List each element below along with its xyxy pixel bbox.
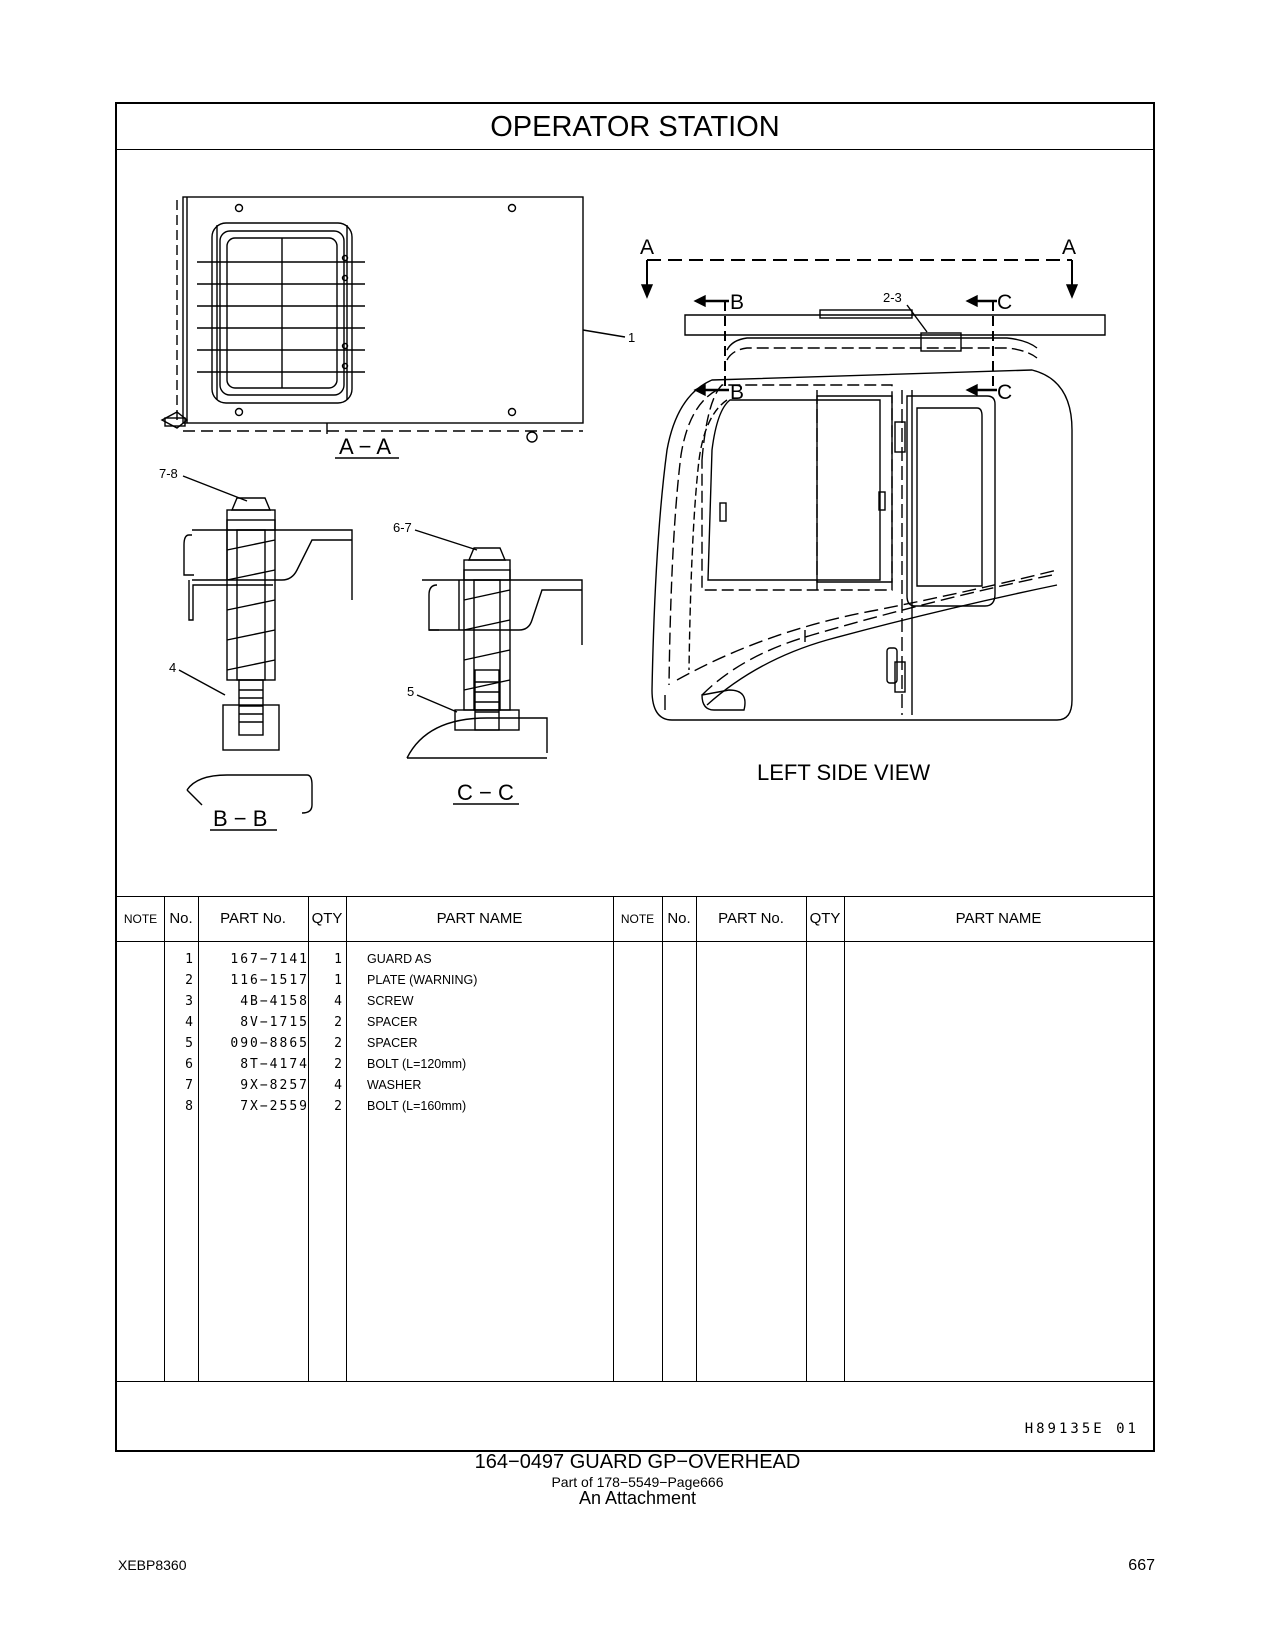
table-row <box>117 991 613 1012</box>
row-part-name: PLATE (WARNING) <box>367 973 478 987</box>
row-qty: 4 <box>334 1078 342 1093</box>
header-no-right: No. <box>667 910 691 927</box>
row-part-name: WASHER <box>367 1078 422 1092</box>
row-qty: 1 <box>334 973 342 988</box>
row-part-no: 4B−4158 <box>240 994 309 1009</box>
sheet-footer <box>117 1381 1153 1451</box>
view-aa-guard <box>162 197 625 442</box>
row-no: 3 <box>185 994 193 1009</box>
table-row <box>117 1075 613 1096</box>
parts-table <box>117 896 1153 1382</box>
row-part-no: 7X−2559 <box>240 1099 309 1114</box>
view-bb-section <box>179 476 352 813</box>
table-row <box>117 1012 613 1033</box>
document-id: XEBP8360 <box>118 1557 187 1573</box>
header-note-right: NOTE <box>620 912 655 926</box>
view-label-left-side: LEFT SIDE VIEW <box>757 760 931 785</box>
table-row <box>117 949 613 970</box>
row-part-no: 8T−4174 <box>240 1057 309 1072</box>
section-marker-a-left: A <box>640 236 655 259</box>
row-part-no: 9X−8257 <box>240 1078 309 1093</box>
caption-reference: Part of 178−5549−Page666 <box>551 1474 724 1490</box>
section-marker-c-top: C <box>997 291 1013 314</box>
row-no: 2 <box>185 973 193 988</box>
header-note: NOTE <box>123 912 158 926</box>
row-qty: 2 <box>334 1057 342 1072</box>
row-qty: 1 <box>334 952 342 967</box>
row-part-no: 090−8865 <box>230 1036 309 1051</box>
row-no: 8 <box>185 1099 193 1114</box>
callout-5: 5 <box>407 684 415 699</box>
drawing-code: H89135E 01 <box>1024 1421 1139 1437</box>
row-part-name: SPACER <box>367 1036 418 1050</box>
row-no: 7 <box>185 1078 193 1093</box>
header-part-no: PART No. <box>220 910 286 927</box>
row-qty: 2 <box>334 1036 342 1051</box>
row-no: 6 <box>185 1057 193 1072</box>
table-row <box>117 1096 613 1117</box>
row-qty: 2 <box>334 1015 342 1030</box>
section-marker-b-bottom: B <box>730 381 745 404</box>
header-qty-right: QTY <box>809 910 841 927</box>
drawing-canvas <box>117 150 1153 896</box>
parts-sheet-frame <box>115 102 1155 1452</box>
row-no: 4 <box>185 1015 193 1030</box>
page-title: OPERATOR STATION <box>117 104 1153 150</box>
row-qty: 4 <box>334 994 342 1009</box>
parts-drawing <box>117 150 1153 896</box>
callout-1: 1 <box>628 330 636 345</box>
view-label-aa: A − A <box>339 434 391 459</box>
row-part-name: BOLT (L=160mm) <box>367 1099 467 1113</box>
section-marker-c-bottom: C <box>997 381 1013 404</box>
row-part-no: 8V−1715 <box>240 1015 309 1030</box>
callout-7-8: 7-8 <box>159 466 178 481</box>
view-label-bb: B − B <box>213 806 268 831</box>
table-row <box>117 970 613 991</box>
header-no: No. <box>169 910 193 927</box>
row-part-name: SPACER <box>367 1015 418 1029</box>
table-row <box>117 1054 613 1075</box>
row-part-no: 116−1517 <box>230 973 309 988</box>
row-part-name: BOLT (L=120mm) <box>367 1057 467 1071</box>
row-no: 1 <box>185 952 193 967</box>
view-label-cc: C − C <box>457 780 514 805</box>
view-left-side-cab <box>642 260 1105 720</box>
section-marker-a-right: A <box>1062 236 1077 259</box>
header-qty: QTY <box>311 910 343 927</box>
row-part-name: SCREW <box>367 994 414 1008</box>
page-number: 667 <box>1128 1557 1155 1574</box>
callout-4: 4 <box>169 660 177 675</box>
row-part-name: GUARD AS <box>367 952 432 966</box>
callout-2-3: 2-3 <box>883 290 902 305</box>
row-qty: 2 <box>334 1099 342 1114</box>
row-part-no: 167−7141 <box>230 952 309 967</box>
view-cc-section <box>407 530 582 758</box>
callout-6-7: 6-7 <box>393 520 412 535</box>
header-part-name-right: PART NAME <box>955 910 1042 927</box>
section-marker-b-top: B <box>730 291 745 314</box>
table-row <box>117 1033 613 1054</box>
header-part-name: PART NAME <box>436 910 523 927</box>
header-part-no-right: PART No. <box>718 910 784 927</box>
caption-attachment: An Attachment <box>578 1488 697 1508</box>
caption-title: 164−0497 GUARD GP−OVERHEAD <box>474 1451 801 1473</box>
row-no: 5 <box>185 1036 193 1051</box>
